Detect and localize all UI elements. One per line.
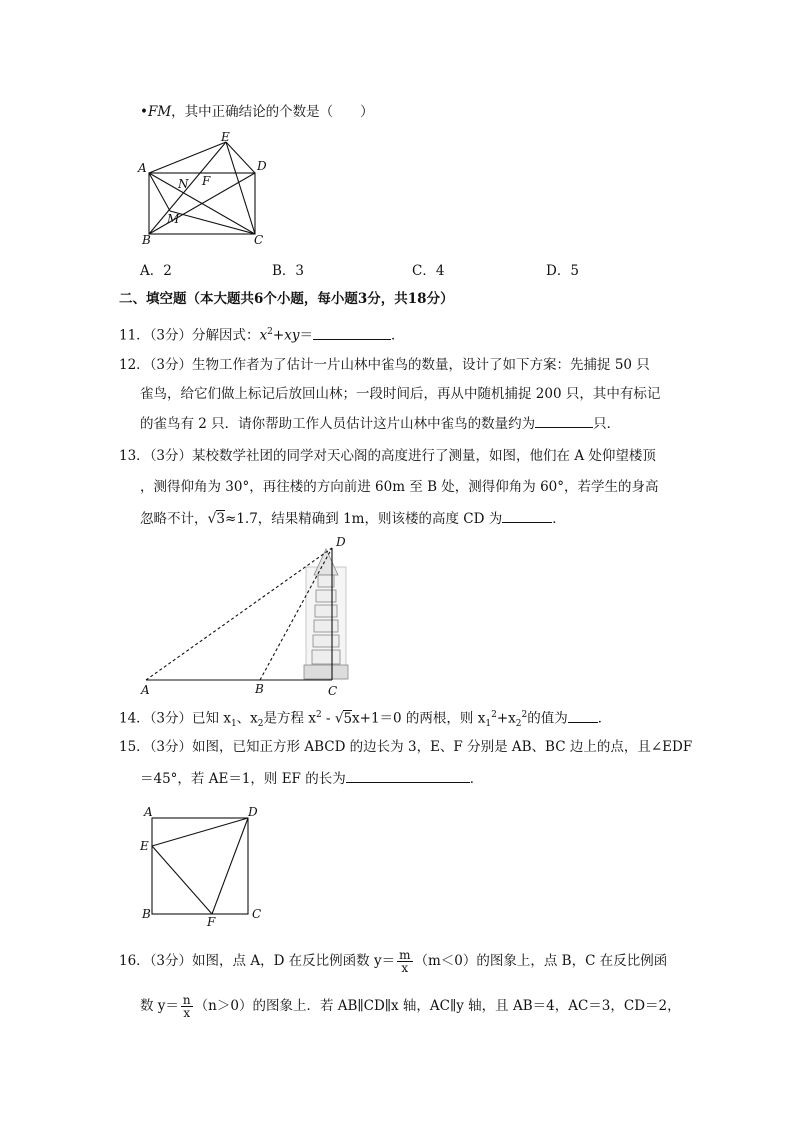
q14-answer-blank[interactable]	[568, 709, 598, 723]
fig13-label-A: A	[141, 683, 150, 697]
fig10-label-C: C	[254, 233, 264, 247]
fig15-label-A: A	[144, 805, 153, 819]
fig15-label-F: F	[207, 915, 216, 929]
fig15-label-E: E	[140, 839, 149, 853]
q13-figure	[138, 535, 368, 700]
fig10-label-M: M	[167, 212, 180, 226]
q13-line3: 忽略不计，√3≈1.7，结果精确到 1m，则该楼的高度 CD 为 ．	[140, 511, 566, 527]
sqrt-symbol: √	[334, 710, 344, 727]
fig10-label-F: F	[202, 174, 211, 188]
fig10-label-B: B	[142, 233, 151, 247]
q12-line1: 12．（3分）生物工作者为了估计一片山林中雀鸟的数量，设计了如下方案：先捕捉 50 只	[119, 357, 650, 373]
q10-option-b[interactable]: B．3	[272, 263, 305, 279]
q12-answer-blank[interactable]	[535, 414, 593, 428]
fig10-label-A: A	[138, 161, 147, 175]
sqrt-symbol: √	[207, 511, 217, 527]
q13-line2: ，测得仰角为 30°，再往楼的方向前进 60m 至 B 处，测得仰角为 60°，若学生的身高	[140, 479, 659, 495]
q11: 11．（3分）分解因式：$x^2+xy=$ ．	[119, 327, 405, 344]
fig13-label-B: B	[255, 682, 264, 696]
q12-line3: 的雀鸟有 2 只．请你帮助工作人员估计这片山林中雀鸟的数量约为 只．	[140, 416, 621, 432]
fig10-label-E: E	[221, 130, 230, 144]
fig10-label-N: N	[178, 177, 189, 191]
q15-line1: 15．（3分）如图，已知正方形 ABCD 的边长为 3，E、F 分别是 AB、BC 边上的点，且∠EDF	[119, 739, 693, 755]
q12-line2: 雀鸟，给它们做上标记后放回山林；一段时间后，再从中随机捕捉 200 只，其中有标记	[140, 386, 661, 402]
q14: 14．（3分）已知 $x_1$、$x_2$是方程 $x^2 - √5x+1=0$ 的两根，则 $x_1^2+x_2^2$的值为 ．	[119, 710, 612, 730]
section-title: 二、填空题（本大题共6个小题，每小题3分，共18分）	[119, 291, 454, 307]
q10-option-c[interactable]: C．4	[412, 263, 445, 279]
q10-option-d[interactable]: D．5	[546, 263, 579, 279]
q15-answer-blank[interactable]	[346, 769, 470, 783]
q11-answer-blank[interactable]	[313, 326, 391, 340]
q10-figure	[130, 128, 275, 250]
pagoda-image	[304, 549, 348, 679]
q16-line2: 数 y＝ $\frac{n}{x}$ （n＞0）的图象上．若 AB∥CD∥x 轴，AC∥y 轴，且 AB＝4，AC＝3，CD＝2，	[140, 993, 681, 1020]
q15-line2: ＝45°，若 AE＝1，则 EF 的长为 ．	[140, 771, 484, 787]
q10-tail: •FM，其中正确结论的个数是（ ）	[140, 104, 374, 120]
fig15-label-C: C	[252, 907, 262, 921]
fig15-label-D: D	[248, 805, 258, 819]
q13-answer-blank[interactable]	[502, 509, 552, 523]
fig13-label-C: C	[328, 684, 338, 698]
q13-line1: 13．（3分）某校数学社团的同学对天心阁的高度进行了测量，如图，他们在 A 处仰望楼顶	[119, 448, 656, 464]
q10-option-a[interactable]: A．2	[140, 263, 172, 279]
fraction-n-over-x: $\frac{n}{x}$	[182, 993, 191, 1020]
q15-figure	[136, 798, 276, 933]
q16-line1: 16．（3分）如图，点 A，D 在反比例函数 y＝ $\frac{m}{x}$ （m＜0）的图象上，点 B，C 在反比例函	[119, 948, 668, 975]
fraction-m-over-x: $\frac{m}{x}$	[399, 948, 411, 975]
fig15-label-B: B	[142, 907, 151, 921]
fig13-label-D: D	[336, 535, 346, 549]
fig10-label-D: D	[257, 159, 267, 173]
